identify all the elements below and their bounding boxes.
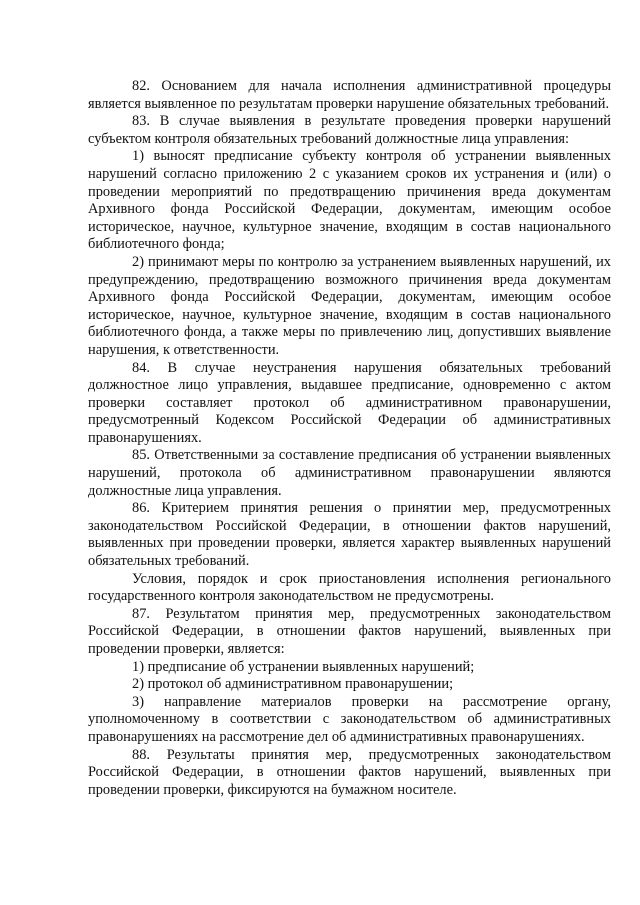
paragraph-83-item-2: 2) принимают меры по контролю за устранением выявленных нарушений, их предупреждению, предотвращению возможного причинения вреда документам Архивного фонда Российской Федерации, документам, имеющим особое историческое, научное, культурное значение, входящим в состав национального библиотечного фонда, а также меры по привлечению лиц, допустивших выявление нарушения, к ответственности. bbox=[88, 253, 611, 358]
paragraph-87-item-3: 3) направление материалов проверки на рассмотрение органу, уполномоченному в соответствии с законодательством об административных правонарушениях на рассмотрение дел об административных правонарушениях. bbox=[88, 693, 611, 745]
document-page bbox=[88, 78, 611, 799]
paragraph-84: 84. В случае неустранения нарушения обязательных требований должностное лицо управления, выдавшее предписание, одновременно с актом проверки составляет протокол об административном правонарушении, предусмотренный Кодексом Российской Федерации об административных правонарушениях. bbox=[88, 359, 611, 446]
paragraph-83: 83. В случае выявления в результате проведения проверки нарушений субъектом контроля обязательных требований должностные лица управления: bbox=[88, 113, 611, 147]
paragraph-suspension-conditions: Условия, порядок и срок приостановления исполнения регионального государственного контроля законодательством не предусмотрены. bbox=[88, 570, 611, 605]
paragraph-82: 82. Основанием для начала исполнения административной процедуры является выявленное по результатам проверки нарушение обязательных требований. bbox=[88, 78, 611, 112]
paragraph-83-item-1: 1) выносят предписание субъекту контроля об устранении выявленных нарушений согласно приложению 2 с указанием сроков их устранения и (или) о проведении мероприятий по предотвращению причинения вреда документам Архивного фонда Российской Федерации, документам, имеющим особое историческое, научное, культурное значение, входящим в состав национального библиотечного фонда; bbox=[88, 148, 611, 253]
paragraph-87: 87. Результатом принятия мер, предусмотренных законодательством Российской Федерации, в отношении фактов нарушений, выявленных при проведении проверки, является: bbox=[88, 605, 611, 657]
paragraph-86: 86. Критерием принятия решения о принятии мер, предусмотренных законодательством Российской Федерации, в отношении фактов нарушений, выявленных при проведении проверки, является характер выявленных нарушений обязательных требований. bbox=[88, 500, 611, 570]
paragraph-87-item-1: 1) предписание об устранении выявленных нарушений; bbox=[132, 658, 475, 675]
paragraph-88: 88. Результаты принятия мер, предусмотренных законодательством Российской Федерации, в отношении фактов нарушений, выявленных при проведении проверки, фиксируются на бумажном носителе. bbox=[88, 746, 611, 798]
paragraph-85: 85. Ответственными за составление предписания об устранении выявленных нарушений, протокола об административном правонарушении являются должностные лица управления. bbox=[88, 447, 611, 499]
paragraph-87-item-2: 2) протокол об административном правонарушении; bbox=[132, 676, 454, 693]
